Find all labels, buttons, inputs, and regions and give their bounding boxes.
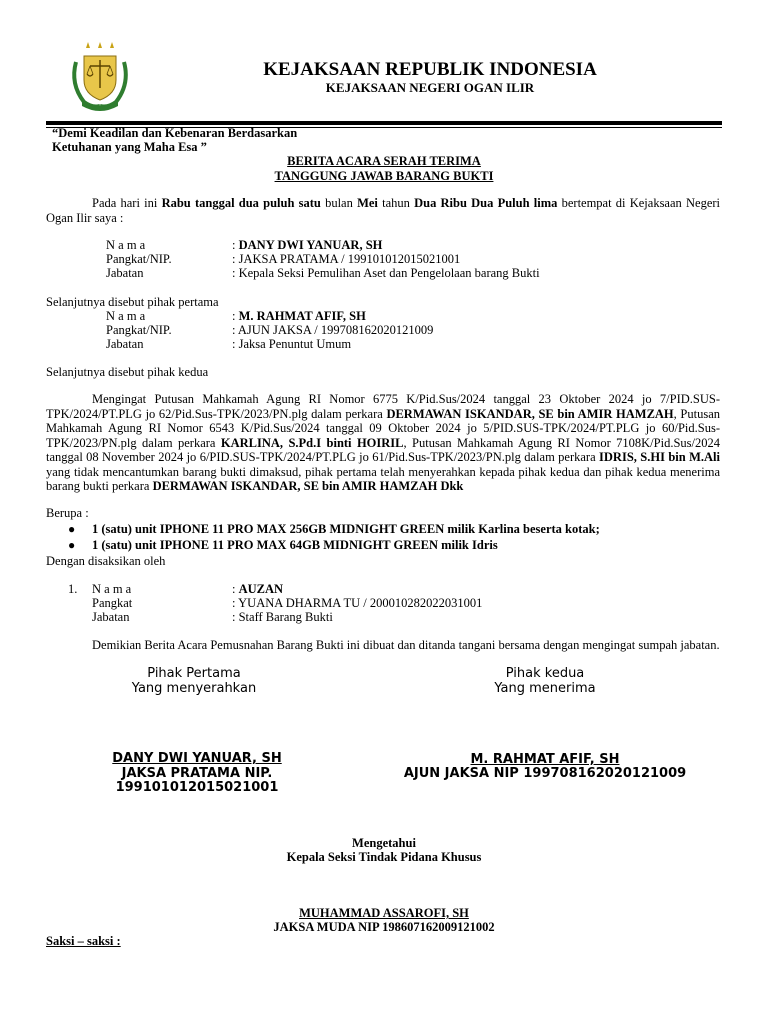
- opening-text-2: bulan: [320, 196, 358, 210]
- evidence-item-2: 1 (satu) unit IPHONE 11 PRO MAX 64GB MIDNIGHT GREEN milik Idris: [92, 538, 498, 552]
- kejaksaan-logo: [66, 40, 134, 112]
- witness-pangkat-value: : YUANA DHARMA TU / 200010282022031001: [232, 596, 483, 610]
- party1-pangkat-label: Pangkat/NIP.: [106, 252, 172, 266]
- closing-paragraph: Demikian Berita Acara Pemusnahan Barang Bukti ini dibuat dan ditanda tangani bersama dengan mengingat sumpah jabatan.: [92, 638, 720, 652]
- body-text-e: , Putusan Mahkamah Agung RI Nomor 7108K/Pid.Sus/2024 tanggal 08 November 2024 jo 6/PID.SUS-TPK/2024/PT.PLG jo 61/Pid.Sus-TPK/2023/PN.plg dalam perkara: [46, 435, 720, 464]
- witness-jabatan-value: : Staff Barang Bukti: [232, 610, 333, 624]
- party2-jabatan-label: Jabatan: [106, 337, 144, 351]
- approval-name: MUHAMMAD ASSAROFI, SH: [299, 906, 469, 920]
- saksi-label: Saksi – saksi :: [46, 934, 121, 948]
- party1-note: Selanjutnya disebut pihak pertama: [46, 295, 219, 309]
- list-item: [0, 522, 768, 538]
- sign-left-nip: 199101012015021001: [115, 780, 279, 795]
- sign-right-name: M. RAHMAT AFIF, SH: [470, 752, 620, 767]
- bullet-icon: ●: [68, 522, 76, 536]
- witness-nama-colon: :: [232, 582, 239, 596]
- party1-nama-colon: :: [232, 238, 239, 252]
- sub-org-name: KEJAKSAAN NEGERI OGAN ILIR: [325, 80, 535, 95]
- sign-right-rank: AJUN JAKSA NIP 199708162020121009: [403, 766, 687, 781]
- body-paragraph: [46, 392, 720, 494]
- party1-block: [0, 238, 768, 282]
- party2-pangkat-label: Pangkat/NIP.: [106, 323, 172, 337]
- body-defendant-2: KARLINA, S.Pd.I binti HOIRIL: [220, 435, 404, 450]
- party2-nama-colon: :: [232, 309, 239, 323]
- party2-jabatan-value: : Jaksa Penuntut Umum: [232, 337, 352, 351]
- document-subtitle: TANGGUNG JAWAB BARANG BUKTI: [274, 169, 494, 183]
- opening-month: Mei: [357, 196, 378, 210]
- sign-right-role-1: Pihak kedua: [505, 666, 585, 681]
- approval-title: Kepala Seksi Tindak Pidana Khusus: [286, 850, 482, 864]
- opening-year: Dua Ribu Dua Puluh lima: [414, 196, 558, 210]
- witness-nama-value: AUZAN: [238, 582, 284, 596]
- party2-pangkat-value: : AJUN JAKSA / 199708162020121009: [232, 323, 434, 337]
- party1-nama: [232, 238, 382, 253]
- party2-nama: [232, 309, 366, 324]
- sign-left-name: DANY DWI YANUAR, SH: [112, 751, 282, 766]
- header-rule-thick: [46, 121, 722, 125]
- party1-jabatan-label: Jabatan: [106, 266, 144, 280]
- party1-nama-label: N a m a: [106, 238, 146, 252]
- sign-right-role-2: Yang menerima: [494, 681, 596, 696]
- party2-note: Selanjutnya disebut pihak kedua: [46, 365, 209, 379]
- witness-nama-label: N a m a: [92, 582, 132, 596]
- list-item: [0, 538, 768, 554]
- document-title: BERITA ACARA SERAH TERIMA: [287, 154, 481, 168]
- body-text-c: , Putusan Mahkamah Agung RI Nomor 6543 K/Pid.Sus/2024 tanggal 09 Oktober 2024 jo 5/PID.SUS-TPK/2024/PT.PLG jo 60/Pid.Sus-TPK/2023/PN.plg dalam perkara: [46, 406, 720, 450]
- body-text-g: yang tidak mencantumkan barang bukti dimaksud, pihak pertama telah menyerahkan kepada pihak kedua dan pihak kedua menerima barang bukti perkara: [46, 464, 720, 493]
- opening-text-1: Pada hari ini: [92, 196, 162, 210]
- berupa-label: Berupa :: [46, 506, 89, 520]
- witness-nama: [232, 582, 283, 597]
- body-defendant-1: DERMAWAN ISKANDAR, SE bin AMIR HAMZAH: [386, 406, 674, 421]
- opening-paragraph: [46, 196, 720, 225]
- sign-left-role-1: Pihak Pertama: [147, 666, 241, 681]
- motto-line-1: “Demi Keadilan dan Kebenaran Berdasarkan: [52, 126, 298, 140]
- org-name: KEJAKSAAN REPUBLIK INDONESIA: [263, 59, 597, 80]
- party2-block: [0, 309, 768, 353]
- party1-nama-value: DANY DWI YANUAR, SH: [238, 238, 383, 252]
- approval-label: Mengetahui: [352, 836, 416, 850]
- approval-rank: JAKSA MUDA NIP 198607162009121002: [273, 920, 495, 934]
- witness-intro: Dengan disaksikan oleh: [46, 554, 166, 568]
- party2-nama-value: M. RAHMAT AFIF, SH: [238, 309, 366, 323]
- opening-text-3: tahun: [377, 196, 415, 210]
- witness-number: 1.: [68, 582, 78, 596]
- bullet-icon: ●: [68, 538, 76, 552]
- party1-jabatan-value: : Kepala Seksi Pemulihan Aset dan Pengelolaan barang Bukti: [232, 266, 540, 280]
- evidence-item-1: 1 (satu) unit IPHONE 11 PRO MAX 256GB MIDNIGHT GREEN milik Karlina beserta kotak;: [92, 522, 600, 536]
- party1-pangkat-value: : JAKSA PRATAMA / 199101012015021001: [232, 252, 461, 266]
- witness-pangkat-label: Pangkat: [92, 596, 133, 610]
- body-defendant-3: IDRIS, S.HI bin M.Ali: [599, 450, 720, 464]
- motto-line-2: Ketuhanan yang Maha Esa ”: [52, 140, 207, 154]
- opening-text-4: bertempat di Kejaksaan Negeri Ogan Ilir saya :: [46, 196, 721, 225]
- body-case-name: DERMAWAN ISKANDAR, SE bin AMIR HAMZAH Dkk: [152, 479, 464, 493]
- witness-jabatan-label: Jabatan: [92, 610, 130, 624]
- body-text-a: Mengingat Putusan Mahkamah Agung RI Nomor 6775 K/Pid.Sus/2024 tanggal 23 Oktober 2024 jo 7/PID.SUS-TPK/2024/PT.PLG jo 62/Pid.Sus-TPK/2023/PN.plg dalam perkara: [46, 392, 720, 421]
- witness-block: [0, 582, 768, 626]
- opening-day: Rabu tanggal dua puluh satu: [161, 196, 321, 210]
- sign-left-role-2: Yang menyerahkan: [131, 681, 257, 696]
- party2-nama-label: N a m a: [106, 309, 146, 323]
- sign-left-rank: JAKSA PRATAMA NIP.: [121, 766, 273, 781]
